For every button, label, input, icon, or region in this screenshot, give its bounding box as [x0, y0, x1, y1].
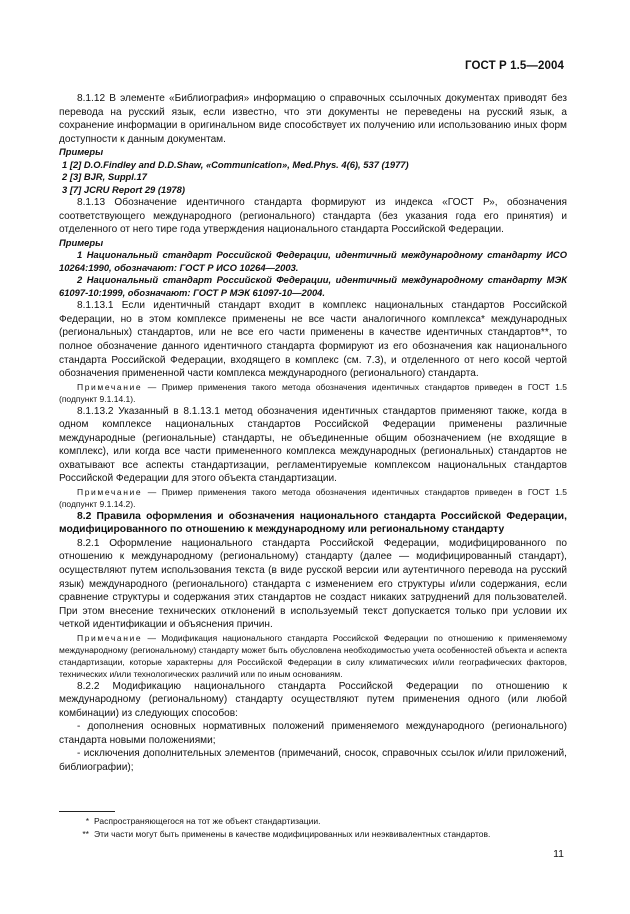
- footnotes: [59, 811, 567, 840]
- note-text: — Пример применения такого метода обозначения идентичных стандартов приведен в ГОСТ 1.5 (подпункт 9.1.14.2).: [59, 486, 567, 509]
- page-body: [59, 92, 567, 775]
- list-item: - исключения дополнительных элементов (примечаний, сносок, справочных ссылок и/или приложений, библиографии);: [59, 748, 567, 773]
- note-label: Примечание: [77, 632, 143, 643]
- section-heading-8-2: 8.2 Правила оформления и обозначения национального стандарта Российской Федерации, модифицированного по отношению к международному или региональному стандарту: [59, 510, 567, 536]
- footnote-text: Эти части могут быть применены в качестве модифицированных или неэквивалентных стандартов.: [94, 828, 491, 839]
- clause-8-2-1: 8.2.1 Оформление национального стандарта Российской Федерации, модифицированного по отношению к международному (региональному) стандарту (далее — модифицированный стандарт), осуществляют путем использования текста (в виде русской версии или аутентичного перевода на русский язык) международного (регионального) стандарта с изменением его структуры и/или содержания, если сравнение структуры и содержания этих стандартов не создаст никаких затруднений для пользователей. При этом внесение технических отклонений в используемый текст допускается только при условии их четкой идентификации и объяснения причин.: [59, 537, 567, 631]
- clause-8-1-13: 8.1.13 Обозначение идентичного стандарта формируют из индекса «ГОСТ Р», обозначения соответствующего международного (регионального) стандарта (без указания года его принятия) и отделенного от него тире года утверждения национального стандарта Российской Федерации.: [59, 197, 567, 236]
- footnote-mark: *: [85, 816, 89, 826]
- document-code-header: ГОСТ Р 1.5—2004: [465, 60, 564, 72]
- example-item: 2 Национальный стандарт Российской Федерации, идентичный международному стандарту МЭК 61097-10:1999, обозначают: ГОСТ Р МЭК 61097-10—2004.: [59, 274, 567, 298]
- footnote-separator: [59, 811, 115, 812]
- note-text: — Пример применения такого метода обозначения идентичных стандартов приведен в ГОСТ 1.5 (подпункт 9.1.14.1).: [59, 381, 567, 404]
- clause-8-2-2: 8.2.2 Модификацию национального стандарта Российской Федерации по отношению к международному (региональному) стандарту осуществляют путем применения одного (или любой комбинации) из следующих способов:: [59, 680, 567, 719]
- footnote: [59, 815, 567, 828]
- footnote-mark: **: [82, 828, 89, 839]
- note-paragraph: [59, 381, 567, 405]
- note-label: Примечание: [77, 486, 143, 497]
- example-item: 3 [7] JCRU Report 29 (1978): [62, 183, 185, 195]
- note-paragraph: [59, 486, 567, 510]
- clause-8-1-12: 8.1.12 В элементе «Библиография» информацию о справочных ссылочных документах приводят без перевода на русский язык, если известно, что эти документы не переведены на русский язык, а сохранение информации в оригинальном виде способствует их получению или использованию иных форм доступности к данным документам.: [59, 93, 567, 145]
- clause-8-1-13-1: 8.1.13.1 Если идентичный стандарт входит в комплекс национальных стандартов Российской Федерации, но в этом комплексе применены не все части аналогичного комплекса* международных (региональных) стандартов, или не все его части применены в качестве идентичных стандартов**, то полное обозначение данного идентичного стандарта формируют из его обозначения как национального стандарта Российской Федерации, входящего в комплекс (см. 7.3), и отделенного от него косой чертой обозначения примененной части комплекса международного (регионального) стандарта.: [59, 300, 567, 380]
- note-paragraph: [59, 632, 567, 680]
- list-item: - дополнения основных нормативных положений применяемого международного (регионального) стандарта новыми положениями;: [59, 721, 567, 746]
- note-text: — Модификация национального стандарта Российской Федерации по отношению к применяемому международному (региональному) стандарту может быть обусловлена необходимостью учета особенностей объекта и аспекта стандартизации, которые характерны для Российской Федерации в силу климатических и/или географических факторов, технических и/или технологических различий или по иным основаниям.: [59, 632, 567, 679]
- examples-title: Примеры: [59, 236, 104, 248]
- example-item: 1 Национальный стандарт Российской Федерации, идентичный международному стандарту ИСО 10264:1990, обозначают: ГОСТ Р ИСО 10264—2003.: [59, 249, 567, 273]
- example-item: 1 [2] D.O.Findley and D.D.Shaw, «Communication», Med.Phys. 4(6), 537 (1977): [62, 158, 409, 170]
- examples-title: Примеры: [59, 146, 104, 158]
- clause-8-1-13-2: 8.1.13.2 Указанный в 8.1.13.1 метод обозначения идентичных стандартов применяют также, когда в одном комплексе национальных стандартов Российской Федерации применены различные международные (региональные) стандарты, не объединенные общим обозначением (не входящие в комплекс), или когда все части примененного комплекса международных (региональных) стандартов не охватывают все аспекты стандартизации, регламентируемые комплексом национальных стандартов Российской Федерации для этого объекта стандартизации.: [59, 405, 567, 485]
- page-number: 11: [553, 848, 564, 860]
- note-label: Примечание: [77, 381, 143, 392]
- footnote: [59, 828, 567, 841]
- footnote-text: Распространяющегося на тот же объект стандартизации.: [94, 816, 321, 826]
- example-item: 2 [3] BJR, Suppl.17: [62, 171, 147, 183]
